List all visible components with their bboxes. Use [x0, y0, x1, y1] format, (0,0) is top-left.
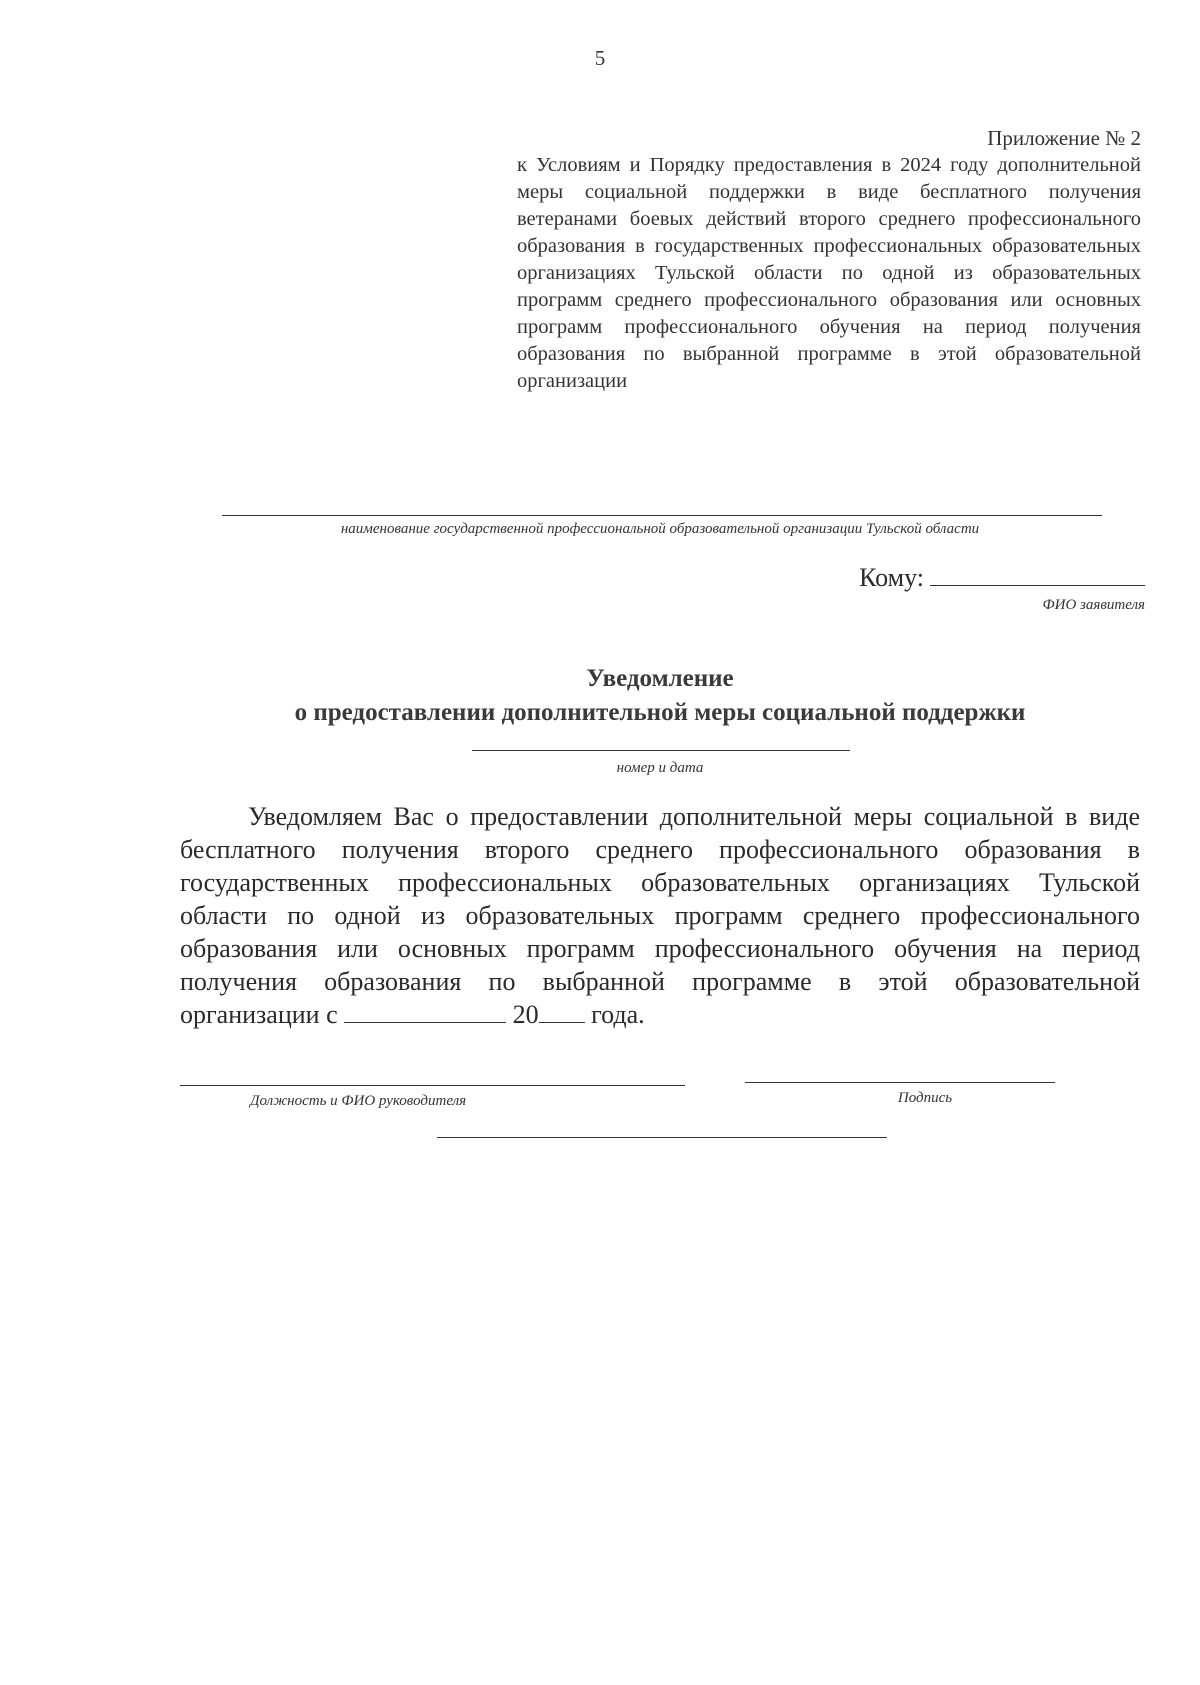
year-blank — [539, 1002, 585, 1023]
signature-caption: Подпись — [897, 1090, 953, 1106]
recipient-block — [780, 563, 1145, 593]
notice-subtitle: о предоставлении дополнительной меры социальной поддержки — [294, 699, 1026, 726]
position-caption: Должность и ФИО руководителя — [250, 1093, 467, 1109]
notice-body-end: года. — [591, 1000, 645, 1029]
position-line — [180, 1085, 685, 1086]
applicant-caption: ФИО заявителя — [1042, 597, 1145, 613]
organization-line — [222, 515, 1102, 516]
number-date-caption: номер и дата — [616, 760, 704, 776]
organization-caption: наименование государственной профессиональной образовательной организации Тульской области — [340, 521, 980, 537]
signature-line — [745, 1082, 1055, 1083]
notice-title: Уведомление — [586, 665, 734, 692]
year-prefix: 20 — [512, 1000, 539, 1029]
notice-body — [180, 800, 1140, 1031]
recipient-label: Кому: — [859, 563, 924, 592]
appendix-title: Приложение № 2 — [987, 126, 1141, 150]
bottom-line — [437, 1137, 887, 1138]
appendix-body: к Условиям и Порядку предоставления в 2024 году дополнительной меры социальной поддержки в виде бесплатного получения ветеранами боевых действий второго среднего профессионального образования в государственных профессиональных образовательных организациях Тульской области по одной из образовательных программ среднего профессионального образования или основных программ профессионального обучения на период получения образования по выбранной программе в этой образовательной организации — [517, 154, 1141, 392]
recipient-line — [930, 565, 1145, 586]
start-date-blank — [344, 1002, 506, 1023]
number-date-line — [472, 750, 850, 751]
page-number: 5 — [594, 46, 606, 70]
notice-body-text: Уведомляем Вас о предоставлении дополнительной меры социальной в виде бесплатного получения второго среднего профессионального образования в государственных профессиональных образовательных организациях Тульской области по одной из образовательных программ среднего профессионального образования или основных программ профессионального обучения на период получения образования по выбранной программе в этой образовательной организации с — [180, 802, 1140, 1029]
